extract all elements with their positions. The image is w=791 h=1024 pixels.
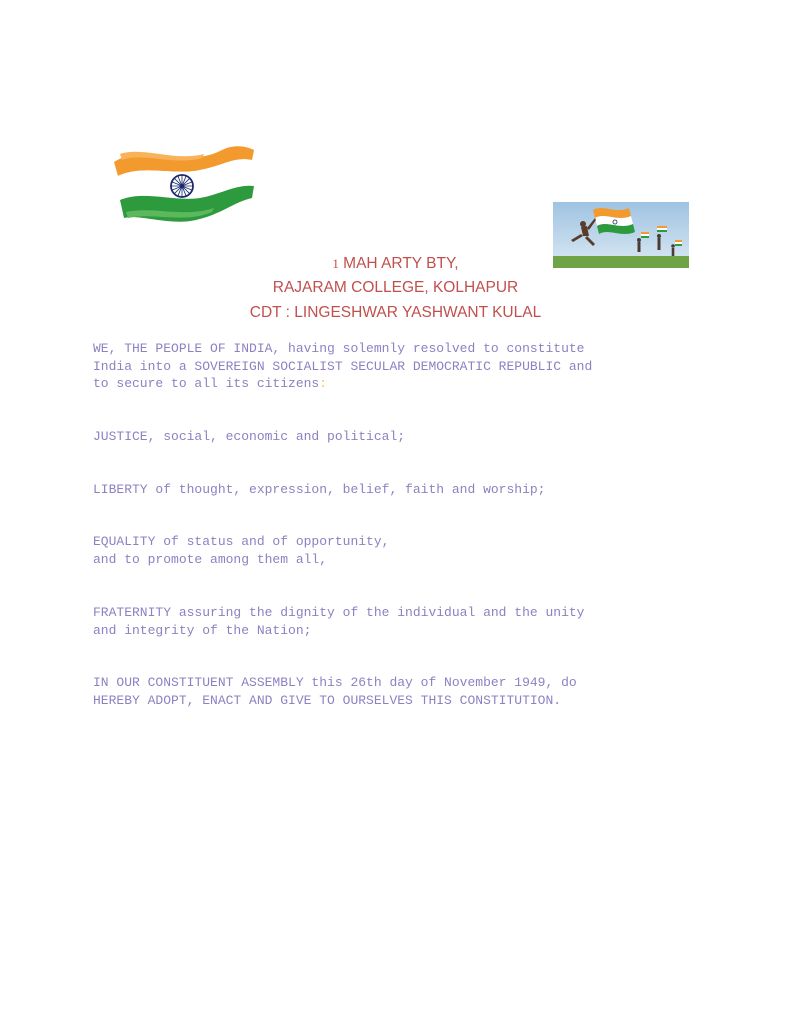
preamble-intro-line2: India into a SOVEREIGN SOCIALIST SECULAR DEMOCRATIC REPUBLIC and xyxy=(93,358,593,374)
preamble-adoption-line1: IN OUR CONSTITUENT ASSEMBLY this 26th day of November 1949, do xyxy=(93,675,577,690)
preamble-adoption-line2: HEREBY ADOPT, ENACT AND GIVE TO OURSELVES THIS CONSTITUTION. xyxy=(93,692,562,708)
heading-unit-text: MAH ARTY BTY, xyxy=(338,255,459,272)
preamble-intro-line3-text: to secure to all its citizens xyxy=(93,376,320,391)
preamble-adoption xyxy=(93,674,713,709)
preamble-justice: JUSTICE, social, economic and political; xyxy=(93,429,406,444)
heading-cadet-name: CDT : LINGESHWAR YASHWANT KULAL xyxy=(249,304,542,321)
preamble-equality-line1: EQUALITY of status and of opportunity, xyxy=(93,534,390,549)
ashoka-chakra-icon xyxy=(171,175,193,197)
preamble-fraternity xyxy=(93,604,713,639)
heading-college: RAJARAM COLLEGE, KOLHAPUR xyxy=(272,279,519,296)
preamble-equality-line2: and to promote among them all, xyxy=(93,551,328,567)
preamble-intro-line3 xyxy=(93,375,713,393)
preamble-liberty: LIBERTY of thought, expression, belief, faith and worship; xyxy=(93,482,546,497)
preamble-fraternity-line2: and integrity of the Nation; xyxy=(93,622,312,638)
heading-unit-number: 1 xyxy=(332,256,339,271)
preamble-intro-line1: WE, THE PEOPLE OF INDIA, having solemnly resolved to constitute xyxy=(93,341,585,356)
preamble-equality xyxy=(93,533,713,568)
preamble-fraternity-line1: FRATERNITY assuring the dignity of the individual and the unity xyxy=(93,605,585,620)
waving-flag-icon xyxy=(593,208,635,234)
indian-flag-brush-icon xyxy=(104,140,260,228)
preamble-intro xyxy=(93,340,713,393)
preamble-intro-colon: : xyxy=(319,376,328,391)
heading-unit xyxy=(0,252,791,276)
